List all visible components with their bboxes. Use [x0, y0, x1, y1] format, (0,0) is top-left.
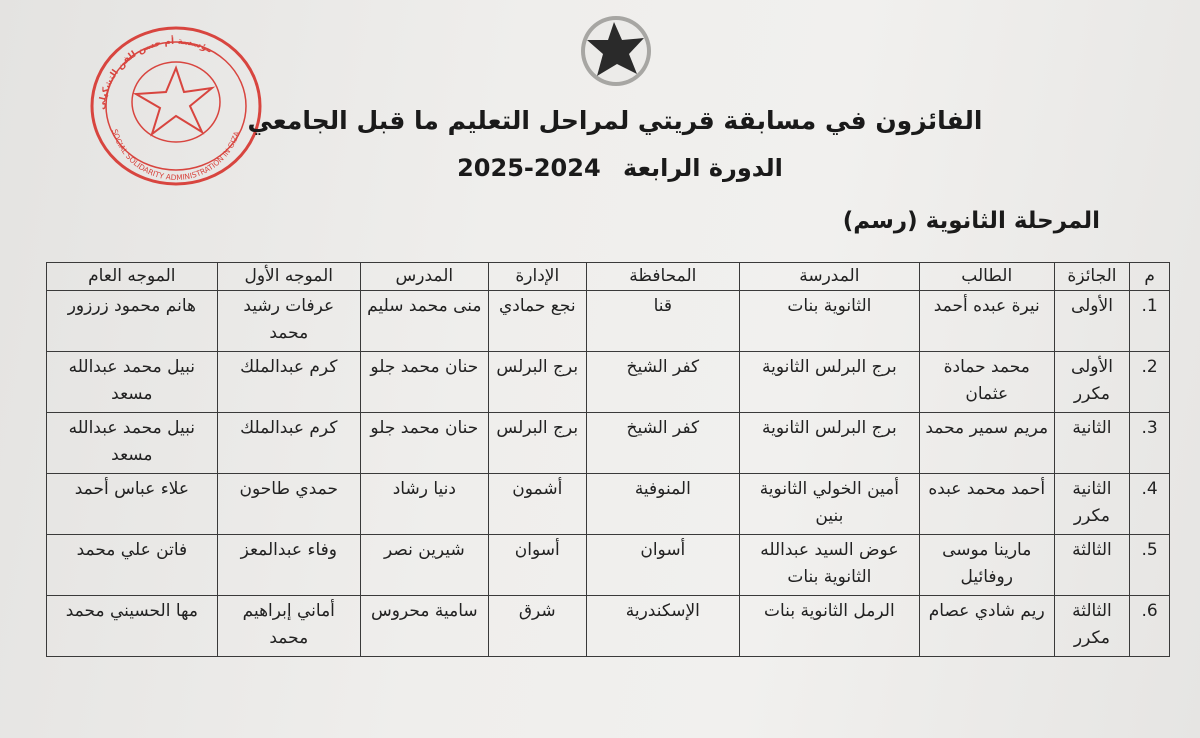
header-m: م — [1130, 263, 1170, 291]
header-school: المدرسة — [739, 263, 919, 291]
cell-general-supervisor: مها الحسيني محمد — [47, 596, 218, 657]
cell-governorate: قنا — [586, 291, 739, 352]
header-governorate: المحافظة — [586, 263, 739, 291]
cell-m: 3. — [1130, 413, 1170, 474]
table-row — [47, 596, 1170, 657]
stamp-text-ar: مؤسسة أم حسن للفن التشكيلي — [96, 36, 214, 111]
cell-governorate: كفر الشيخ — [586, 413, 739, 474]
edition-years: 2025-2024 — [457, 154, 601, 182]
cell-prize: الثالثة — [1054, 535, 1130, 596]
star-emblem-icon — [577, 12, 655, 90]
cell-first-supervisor: عرفات رشيد محمد — [217, 291, 360, 352]
cell-prize: الثانية — [1054, 413, 1130, 474]
cell-general-supervisor: فاتن علي محمد — [47, 535, 218, 596]
cell-school: الثانوية بنات — [739, 291, 919, 352]
header-student: الطالب — [919, 263, 1054, 291]
edition-line — [0, 154, 1200, 182]
cell-administration: أشمون — [488, 474, 586, 535]
cell-administration: برج البرلس — [488, 352, 586, 413]
cell-teacher: حنان محمد جلو — [360, 413, 488, 474]
table-row — [47, 413, 1170, 474]
cell-governorate: كفر الشيخ — [586, 352, 739, 413]
cell-general-supervisor: علاء عباس أحمد — [47, 474, 218, 535]
cell-administration: شرق — [488, 596, 586, 657]
header-teacher: المدرس — [360, 263, 488, 291]
table-row — [47, 291, 1170, 352]
cell-prize: الثانية مكرر — [1054, 474, 1130, 535]
stamp-text-en: SOCIAL SOLIDARITY ADMINISTRATION IN GIZA — [110, 128, 242, 183]
cell-first-supervisor: كرم عبدالملك — [217, 413, 360, 474]
table-row — [47, 352, 1170, 413]
cell-m: 2. — [1130, 352, 1170, 413]
cell-teacher: منى محمد سليم — [360, 291, 488, 352]
cell-school: برج البرلس الثانوية — [739, 352, 919, 413]
cell-administration: نجع حمادي — [488, 291, 586, 352]
table-header-row — [47, 263, 1170, 291]
cell-school: برج البرلس الثانوية — [739, 413, 919, 474]
cell-general-supervisor: نبيل محمد عبدالله مسعد — [47, 413, 218, 474]
cell-student: نيرة عبده أحمد — [919, 291, 1054, 352]
cell-school: عوض السيد عبدالله الثانوية بنات — [739, 535, 919, 596]
cell-administration: أسوان — [488, 535, 586, 596]
cell-first-supervisor: وفاء عبدالمعز — [217, 535, 360, 596]
cell-student: مريم سمير محمد — [919, 413, 1054, 474]
table-row — [47, 474, 1170, 535]
cell-teacher: سامية محروس — [360, 596, 488, 657]
cell-student: مارينا موسى روفائيل — [919, 535, 1054, 596]
cell-prize: الأولى مكرر — [1054, 352, 1130, 413]
cell-governorate: المنوفية — [586, 474, 739, 535]
cell-first-supervisor: أماني إبراهيم محمد — [217, 596, 360, 657]
cell-m: 4. — [1130, 474, 1170, 535]
cell-student: محمد حمادة عثمان — [919, 352, 1054, 413]
cell-general-supervisor: نبيل محمد عبدالله مسعد — [47, 352, 218, 413]
cell-governorate: الإسكندرية — [586, 596, 739, 657]
edition-label: الدورة الرابعة — [623, 154, 783, 182]
cell-school: أمين الخولي الثانوية بنين — [739, 474, 919, 535]
cell-administration: برج البرلس — [488, 413, 586, 474]
cell-student: ريم شادي عصام — [919, 596, 1054, 657]
cell-first-supervisor: كرم عبدالملك — [217, 352, 360, 413]
cell-school: الرمل الثانوية بنات — [739, 596, 919, 657]
cell-m: 1. — [1130, 291, 1170, 352]
svg-text:مؤسسة أم حسن للفن التشكيلي — [97, 35, 214, 111]
cell-teacher: شيرين نصر — [360, 535, 488, 596]
header-general-supervisor: الموجه العام — [47, 263, 218, 291]
header-administration: الإدارة — [488, 263, 586, 291]
stage-heading: المرحلة الثانوية (رسم) — [842, 208, 1100, 234]
cell-general-supervisor: هانم محمود زرزور — [47, 291, 218, 352]
cell-student: أحمد محمد عبده — [919, 474, 1054, 535]
winners-table — [46, 262, 1170, 657]
header-first-supervisor: الموجه الأول — [217, 263, 360, 291]
cell-prize: الأولى — [1054, 291, 1130, 352]
header-prize: الجائزة — [1054, 263, 1130, 291]
cell-governorate: أسوان — [586, 535, 739, 596]
table-row — [47, 535, 1170, 596]
cell-teacher: دنيا رشاد — [360, 474, 488, 535]
page-title: الفائزون في مسابقة قريتي لمراحل التعليم ما قبل الجامعي — [247, 106, 983, 135]
cell-first-supervisor: حمدي طاحون — [217, 474, 360, 535]
cell-teacher: حنان محمد جلو — [360, 352, 488, 413]
cell-m: 6. — [1130, 596, 1170, 657]
cell-prize: الثالثة مكرر — [1054, 596, 1130, 657]
cell-m: 5. — [1130, 535, 1170, 596]
